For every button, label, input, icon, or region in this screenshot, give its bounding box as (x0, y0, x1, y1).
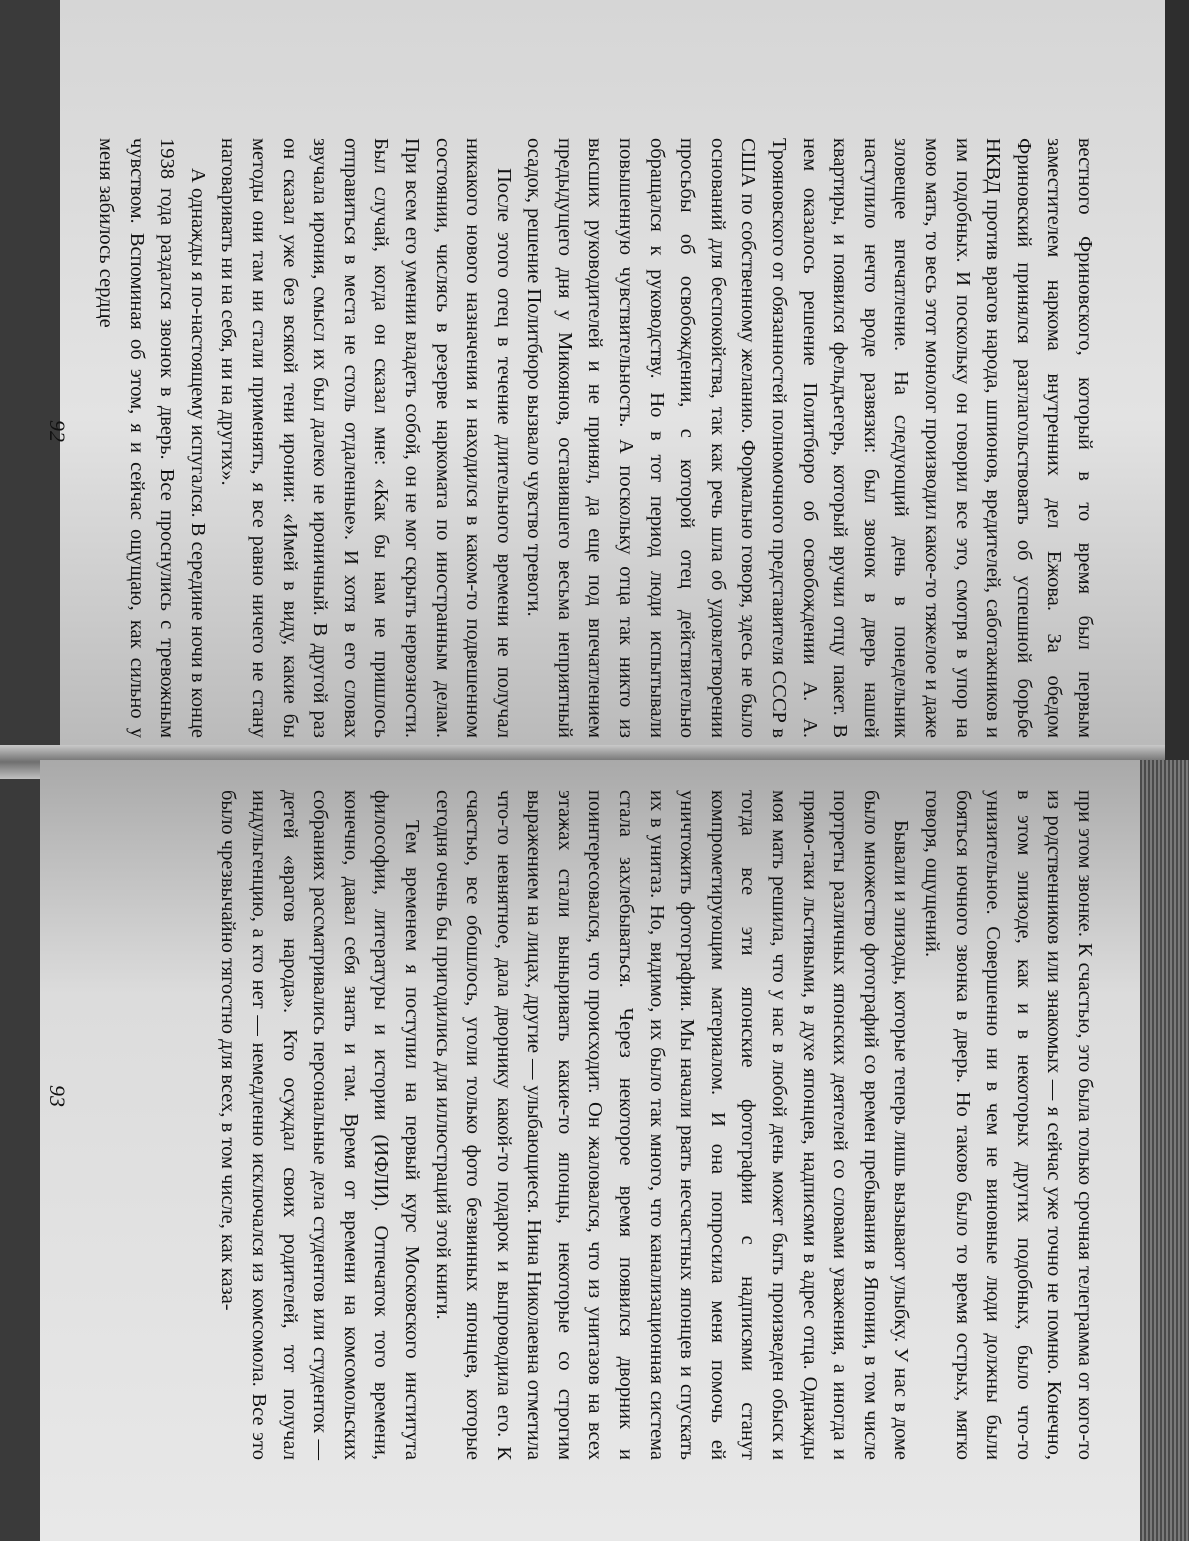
page-number-right: 93 (45, 1085, 70, 1107)
paragraph: Тем временем я поступил на первый курс Московского института философии, литературы и истории (ИФЛИ). Отпечаток того времени, конечно, давал себя знать и там. Время от времени на комсомольских собраниях рассматривались персональные дела студентов или студенток — детей «врагов народа». Кто осуждал своих родителей, тот получал индульгенцию, а кто нет — немедленно исключался из комсомола. Все это было чрезвычайно тягостно для всех, в том числе, как каза- (217, 790, 423, 1460)
page-edge-right (1140, 760, 1189, 1541)
right-page-text (213, 790, 1100, 1460)
paragraph: при этом звонке. К счастью, это была только срочная телеграмма от кого-то из родственников или знакомых — я сейчас уже точно не помню. Конечно, в этом эпизоде, как и в некоторых других подобных, было что-то унизительное. Совершенно ни в чем не виновные люди должны были бояться ночного звонка в дверь. Но таково было то время острых, мягко говоря, ощущений. (921, 790, 1096, 1460)
paragraph: вестного Фриновского, который в то время был первым заместителем наркома внутренних дел Ежова. За обедом Фриновский принялся разглагольствовать об успешной борьбе НКВД против врагов народа, шпионов, вредителей, саботажников и им подобных. И поскольку он говорил все это, смотря в упор на мою мать, то весь этот монолог производил какое-то тяжелое и даже зловещее впечатление. На следующий день в понедельник наступило нечто вроде развязки: был звонок в дверь нашей квартиры, и появился фельдъегерь, который вручил отцу пакет. В нем оказалось решение Политбюро об освобождении А. А. Трояновского от обязанностей полномочного представителя СССР в США по собственному желанию. Формально говоря, здесь не было оснований для беспокойства, так как речь шла об удовлетворении просьбы об освобождении, с которой отец действительно обращался к руководству. Но в тот период люди испытывали повышенную чувствительность. А поскольку отца так никто из высших руководителей и не принял, да еще под впечатлением предыдущего дня у Микоянов, оставившего весьма неприятный осадок, решение Политбюро вызвало чувство тревоги. (523, 138, 1096, 738)
page-edge-top (1165, 0, 1189, 760)
paragraph: После этого отец в течение длительного времени не получал никакого нового назначения и находился в каком-то подвешенном состоянии, числясь в резерве наркомата по иностранным делам. При всем его умении владеть собой, он не мог скрыть нервозности. Был случай, когда он сказал мне: «Как бы нам не пришлось отправиться в места не столь отдаленные». И хотя в его словах звучала ирония, смысл их был далеко не ироничный. В другой раз он сказал уже без всякой тени иронии: «Имей в виду, какие бы методы они там ни стали применять, я все равно ничего не стану наговаривать ни на себя, ни на других». (217, 138, 515, 738)
paragraph: Бывали и эпизоды, которые теперь лишь вызывают улыбку. У нас в доме было множество фотографий со времен пребывания в Японии, в том числе портреты различных японских деятелей со словами уважения, а иногда и прямо-таки льстивыми, в духе японцев, надписями в адрес отца. Однажды моя мать решила, что у нас в любой день может быть произведен обыск и тогда все эти японские фотографии с надписями станут компрометирующим материалом. И она попросила меня помочь ей уничтожить фотографии. Мы начали рвать несчастных японцев и спускать их в унитаз. Но, видимо, их было так много, что канализационная система стала захлебываться. Через некоторое время появился дворник и поинтересовался, что происходит. Он жаловался, что из унитазов на всех этажах стали выныривать какие-то японцы, некоторые со строгим выражением на лицах, другие — улыбающиеся. Нина Николаевна отметила что-то невнятное, дала дворнику какой-то подарок и выпроводила его. К счастью, все обошлось, уголи только фото безвинных японцев, которые сегодня очень бы пригодились для иллюстраций этой книги. (431, 790, 913, 1460)
paragraph: А однажды я по-настоящему испугался. В середине ночи в конце 1938 года раздался звонок в дверь. Все проснулись с тревожным чувством. Вспоминая об этом, я и сейчас ощущаю, как сильно у меня забилось сердце (95, 138, 209, 738)
left-page-text (90, 138, 1100, 738)
page-number-left: 92 (45, 420, 70, 442)
